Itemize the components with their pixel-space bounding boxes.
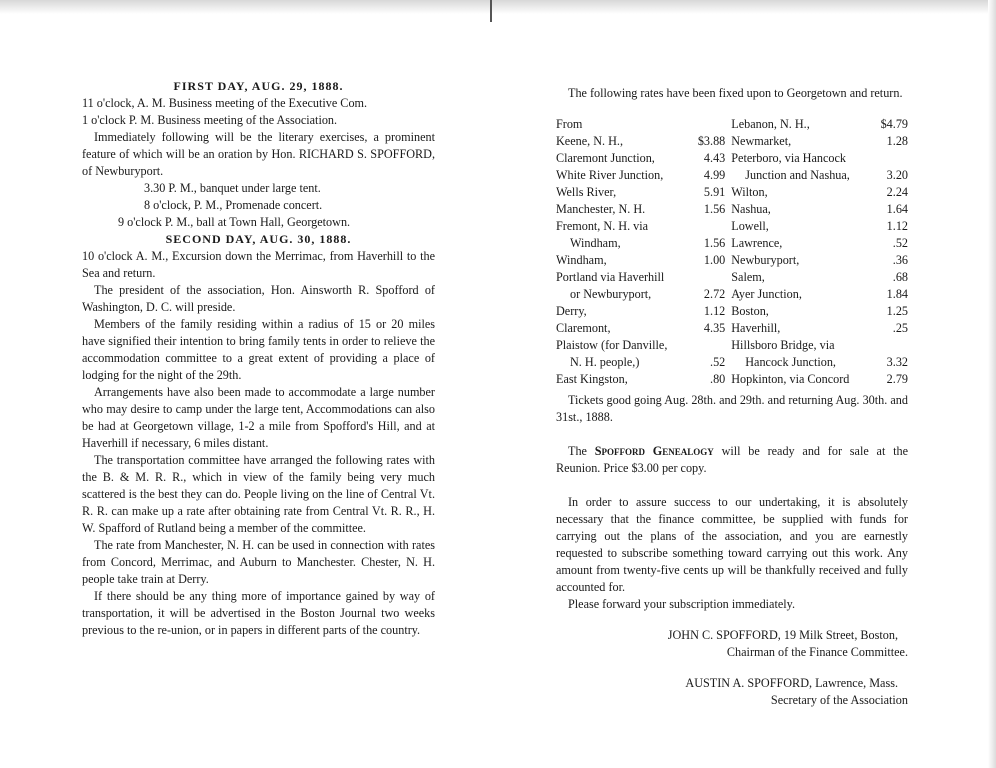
manchester-paragraph: The rate from Manchester, N. H. can be used in connection with rates from Concord, Merrimac, and Auburn to Manchester. Chester, N. H. people take train at Derry. — [82, 538, 435, 586]
rate-origin: Derry, — [556, 304, 587, 318]
rate-row — [556, 286, 908, 303]
rate-origin: Salem, — [731, 270, 765, 284]
rate-origin: Windham, — [556, 253, 607, 267]
rate-row — [556, 337, 908, 354]
rate-origin: Plaistow (for Danville, — [556, 338, 668, 352]
rate-row — [556, 116, 908, 133]
rate-row — [556, 320, 908, 337]
rate-origin: Lowell, — [731, 219, 769, 233]
signature-title: Secretary of the Association — [770, 693, 908, 707]
genealogy-paragraph — [556, 443, 908, 477]
left-page — [82, 78, 435, 639]
page-fold-mark — [490, 0, 492, 22]
schedule-line: 8 o'clock, P. M., Promenade concert. — [144, 198, 323, 212]
rate-row — [556, 303, 908, 320]
rate-row — [556, 133, 908, 150]
rate-origin: Boston, — [731, 304, 769, 318]
rate-row — [556, 167, 908, 184]
rate-origin: Portland via Haverhill — [556, 270, 665, 284]
rate-row — [556, 184, 908, 201]
rate-price: 1.56 — [703, 202, 726, 216]
first-day-line: 1 o'clock P. M. Business meeting of the Association. — [82, 113, 338, 127]
rate-origin: Manchester, N. H. — [556, 202, 646, 216]
rate-origin: Fremont, N. H. via — [556, 219, 649, 233]
advertising-paragraph: If there should be any thing more of importance gained by way of transportation, it will be advertised in the Boston Journal two weeks previous to the re-union, or in papers in different parts of the country. — [82, 589, 435, 637]
first-day-line: 11 o'clock, A. M. Business meeting of the Executive Com. — [82, 96, 368, 110]
rate-origin: Claremont, — [556, 321, 611, 335]
rate-origin: or Newburyport, — [570, 287, 652, 301]
rate-row — [556, 269, 908, 286]
rate-row — [556, 201, 908, 218]
rate-price: 4.99 — [703, 168, 726, 182]
right-page — [556, 85, 908, 709]
please-line: Please forward your subscription immediately. — [568, 597, 795, 611]
rate-price: 1.00 — [703, 253, 726, 267]
transportation-paragraph: The transportation committee have arranged the following rates with the B. & M. R. R., which in view of the family being very much scattered is the best they can do. People living on the line of Central Vt. R. R. can make up a rate after obtaining rate from Central Vt. R. R., H. W. Spafford of Rutland being a member of the committee. — [82, 453, 435, 535]
schedule-line: 3.30 P. M., banquet under large tent. — [144, 181, 321, 195]
rate-price: 2.79 — [886, 372, 908, 386]
rate-origin: Newburyport, — [731, 253, 800, 267]
rate-origin: Junction and Nashua, — [745, 168, 850, 182]
rate-row — [556, 150, 908, 167]
rate-price: .36 — [892, 253, 908, 267]
rate-row — [556, 354, 908, 371]
rate-origin: Lebanon, N. H., — [731, 117, 810, 131]
rates-intro: The following rates have been fixed upon to Georgetown and return. — [568, 86, 903, 100]
rate-origin: White River Junction, — [556, 168, 664, 182]
rate-row — [556, 235, 908, 252]
finance-paragraph: In order to assure success to our undertaking, it is absolutely necessary that the finance committee, be supplied with funds for carrying out the plans of the association, and you are earnestly requested to subscribe something toward carrying out this work. Any amount from twenty-five cents up will be thankfully received and fully accounted for. — [556, 495, 908, 594]
rate-price: .52 — [892, 236, 908, 250]
rate-price — [691, 337, 731, 354]
rate-origin: From — [556, 117, 583, 131]
schedule-line: 9 o'clock P. M., ball at Town Hall, Georgetown. — [118, 215, 351, 229]
rate-origin: Nashua, — [731, 202, 771, 216]
signature-name: AUSTIN A. SPOFFORD, Lawrence, Mass. — [685, 676, 898, 690]
rate-price: 5.91 — [703, 185, 726, 199]
rates-table — [556, 116, 908, 388]
rate-price: $4.79 — [880, 117, 908, 131]
rate-origin: Haverhill, — [731, 321, 781, 335]
genealogy-title: Spofford Genealogy — [594, 444, 714, 458]
rate-origin: Newmarket, — [731, 134, 792, 148]
rate-price: .80 — [710, 372, 726, 386]
rate-row — [556, 252, 908, 269]
second-day-heading: SECOND DAY, AUG. 30, 1888. — [165, 232, 352, 246]
first-day-heading: FIRST DAY, AUG. 29, 1888. — [173, 79, 344, 93]
signature-name: JOHN C. SPOFFORD, 19 Milk Street, Boston, — [667, 628, 898, 642]
genealogy-pre: The — [568, 444, 587, 458]
rate-price: 1.56 — [703, 236, 726, 250]
rate-price: 2.24 — [886, 185, 908, 199]
accommodations-paragraph: Arrangements have also been made to accommodate a large number who may desire to camp under the large tent, Accommodations can also be had at Georgetown village, 1-2 a mile from Spofford's Hill, and at Haverhill if necessary, 6 miles distant. — [82, 385, 435, 450]
rate-origin: Windham, — [570, 236, 621, 250]
rate-price: 4.43 — [703, 151, 726, 165]
literary-paragraph: Immediately following will be the literary exercises, a prominent feature of which will be an oration by Hon. RICHARD S. SPOFFORD, of Newburyport. — [82, 130, 435, 178]
rate-price — [875, 150, 908, 167]
rate-price: 1.25 — [886, 304, 908, 318]
scan-top-edge — [0, 0, 996, 14]
excursion-paragraph: 10 o'clock A. M., Excursion down the Merrimac, from Haverhill to the Sea and return. — [82, 249, 435, 280]
rate-origin: East Kingston, — [556, 372, 628, 386]
rate-price: 3.20 — [886, 168, 908, 182]
rate-price — [691, 269, 731, 286]
rate-origin: Keene, N. H., — [556, 134, 624, 148]
rate-price: 1.12 — [886, 219, 908, 233]
scan-right-edge — [988, 0, 996, 768]
rate-row — [556, 218, 908, 235]
rate-price: 3.32 — [886, 355, 908, 369]
rate-origin: Lawrence, — [731, 236, 783, 250]
rate-price — [691, 218, 731, 235]
rate-origin: Claremont Junction, — [556, 151, 655, 165]
rate-origin: Hopkinton, via Concord — [731, 372, 850, 386]
signature-title: Chairman of the Finance Committee. — [726, 645, 908, 659]
tickets-paragraph: Tickets good going Aug. 28th. and 29th. and returning Aug. 30th. and 31st., 1888. — [556, 393, 908, 424]
rate-price: 1.28 — [886, 134, 908, 148]
rate-price: $3.88 — [697, 134, 726, 148]
rate-origin: N. H. people,) — [570, 355, 640, 369]
rate-row — [556, 371, 908, 388]
rate-price: 1.12 — [703, 304, 726, 318]
rate-origin: Hillsboro Bridge, via — [731, 338, 835, 352]
rate-origin: Peterboro, via Hancock — [731, 151, 846, 165]
tents-paragraph: Members of the family residing within a radius of 15 or 20 miles have signified their intention to bring family tents in order to relieve the accommodation committee to a great extent of providing a place of lodging for the night of the 29th. — [82, 317, 435, 382]
genealogy-post: will be ready and for sale at the Reunion. Price $3.00 per copy. — [556, 444, 908, 475]
rate-price: .52 — [710, 355, 726, 369]
rate-price: .25 — [892, 321, 908, 335]
rate-origin: Ayer Junction, — [731, 287, 802, 301]
rate-price: 1.64 — [886, 202, 908, 216]
rate-price: 4.35 — [703, 321, 726, 335]
rate-origin: Wilton, — [731, 185, 768, 199]
rate-price — [691, 116, 731, 133]
rate-price: 1.84 — [886, 287, 908, 301]
rate-origin: Wells River, — [556, 185, 617, 199]
rate-price: .68 — [892, 270, 908, 284]
rate-origin: Hancock Junction, — [745, 355, 836, 369]
rate-price — [875, 337, 908, 354]
president-paragraph: The president of the association, Hon. Ainsworth R. Spofford of Washington, D. C. will preside. — [82, 283, 435, 314]
rate-price: 2.72 — [703, 287, 726, 301]
